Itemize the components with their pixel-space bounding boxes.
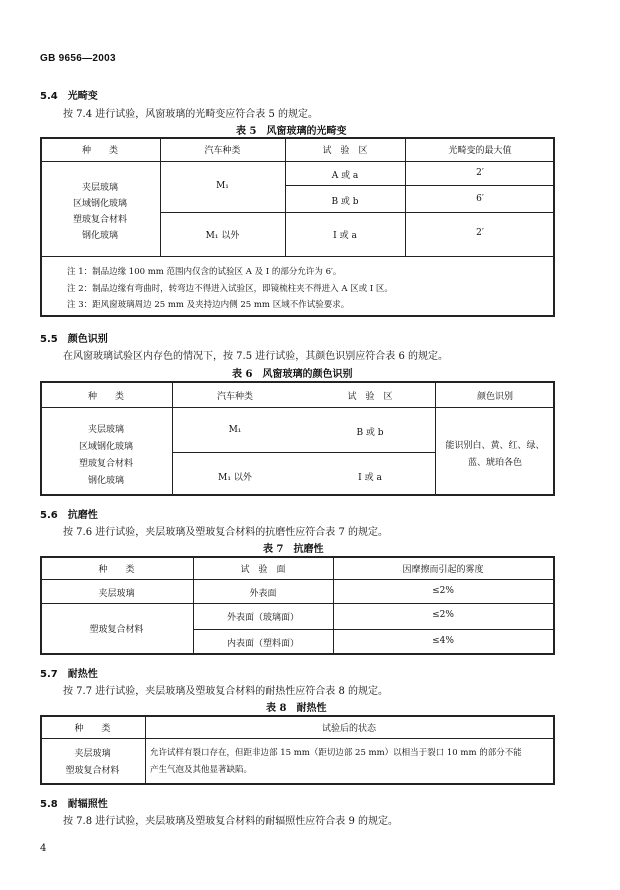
- table-5-value: 2′: [476, 228, 484, 238]
- table-6-zone: B 或 b: [356, 428, 384, 438]
- table-5-kind: 塑玻复合材料: [72, 215, 127, 225]
- table-8-kind: 夹层玻璃: [74, 749, 111, 759]
- table-5-value: 2′: [476, 168, 484, 178]
- table-8-caption: 表 8 耐热性: [266, 703, 327, 714]
- table-6-kind: 钢化玻璃: [87, 476, 124, 486]
- section-heading-5-8: 5.8 耐辐照性: [40, 799, 108, 810]
- table-7-caption: 表 7 抗磨性: [263, 544, 324, 555]
- section-paragraph-5-7: 按 7.7 进行试验，夹层玻璃及塑玻复合材料的耐热性应符合表 8 的规定。: [63, 686, 388, 697]
- table-5-header-kind: 种 类: [81, 146, 118, 156]
- table-5-note: 注 1：制品边缘 100 mm 范围内仅含的试验区 A 及 I 的部分允许为 6′。: [67, 267, 342, 277]
- table-6-kind: 区域钢化玻璃: [78, 442, 133, 452]
- section-paragraph-5-5: 在风窗玻璃试验区内存色的情况下，按 7.5 进行试验，其颜色识别应符合表 6 的规定。: [63, 351, 448, 362]
- table-7-face: 外表面: [249, 589, 277, 599]
- table-6-result: 蓝、琥珀各色: [467, 458, 522, 468]
- table-5-kind: 钢化玻璃: [81, 231, 118, 241]
- table-8-kind: 塑玻复合材料: [65, 766, 120, 776]
- table-7-haze: ≤2%: [432, 610, 454, 620]
- table-8-result: 允许试样有裂口存在，但距非边部 15 mm（距切边部 25 mm）以相当于裂口 10 mm 的部分不能: [150, 748, 522, 758]
- table-7-haze: ≤2%: [432, 586, 454, 596]
- table-5-note: 注 3：距风窗玻璃周边 25 mm 及夹持边内侧 25 mm 区域不作试验要求。: [67, 300, 350, 310]
- table-5-zone: I 或 a: [333, 231, 357, 241]
- table-7-header-kind: 种 类: [98, 565, 135, 575]
- table-6-header-kind: 种 类: [87, 392, 124, 402]
- table-5-value: 6′: [476, 194, 484, 204]
- section-paragraph-5-8: 按 7.8 进行试验，夹层玻璃及塑玻复合材料的耐辐照性应符合表 9 的规定。: [63, 816, 398, 827]
- table-6-kind: 塑玻复合材料: [78, 459, 133, 469]
- table-6-vehicle: M₁ 以外: [218, 473, 252, 483]
- table-7-face: 内表面（塑料面）: [226, 639, 299, 649]
- table-7-haze: ≤4%: [432, 636, 454, 646]
- section-paragraph-5-6: 按 7.6 进行试验，夹层玻璃及塑玻复合材料的抗磨性应符合表 7 的规定。: [63, 527, 388, 538]
- table-6-header-color: 颜色识别: [476, 392, 513, 402]
- table-6-result: 能识别白、黄、红、绿、: [445, 441, 545, 451]
- table-6-kind: 夹层玻璃: [87, 425, 124, 435]
- table-5-zone: A 或 a: [331, 171, 359, 181]
- table-5-kind: 夹层玻璃: [81, 183, 118, 193]
- table-6-zone: I 或 a: [358, 473, 382, 483]
- table-7-face: 外表面（玻璃面）: [226, 613, 299, 623]
- standard-number: GB 9656—2003: [40, 53, 116, 64]
- table-5-note: 注 2：制品边缘有弯曲时，转弯边不得进入试验区，即镜梳柱夹不得进入 A 区或 I 区。: [67, 284, 393, 294]
- table-5-kind: 区域钢化玻璃: [72, 199, 127, 209]
- table-7-kind: 夹层玻璃: [98, 589, 135, 599]
- table-5-caption: 表 5 风窗玻璃的光畸变: [236, 126, 347, 137]
- table-7-header-face: 试 验 面: [240, 565, 286, 575]
- table-8-header-kind: 种 类: [74, 724, 111, 734]
- table-7-kind: 塑玻复合材料: [89, 625, 144, 635]
- table-5-vehicle: M₁: [216, 181, 229, 191]
- table-6-caption: 表 6 风窗玻璃的颜色识别: [232, 369, 353, 380]
- section-heading-5-7: 5.7 耐热性: [40, 669, 98, 680]
- section-heading-5-6: 5.6 抗磨性: [40, 510, 98, 521]
- table-5-header-zone: 试 验 区: [322, 146, 368, 156]
- table-7-header-haze: 因摩擦而引起的雾度: [402, 565, 484, 575]
- table-6-header-vehicle: 汽车种类: [216, 392, 253, 402]
- table-5-vehicle: M₁ 以外: [205, 231, 240, 241]
- section-heading-5-4: 5.4 光畸变: [40, 91, 98, 102]
- table-8-result: 产生气泡及其他显著缺陷。: [150, 765, 253, 775]
- section-heading-5-5: 5.5 颜色识别: [40, 334, 108, 345]
- page-number: 4: [40, 843, 47, 854]
- table-5-header-value: 光畸变的最大值: [448, 146, 512, 156]
- table-5-header-vehicle: 汽车种类: [204, 146, 241, 156]
- section-paragraph-5-4: 按 7.4 进行试验，风窗玻璃的光畸变应符合表 5 的规定。: [63, 109, 318, 120]
- table-6-vehicle: M₁: [228, 425, 242, 435]
- table-5-zone: B 或 b: [331, 197, 359, 207]
- table-6-header-zone: 试 验 区: [347, 392, 393, 402]
- table-8-header-state: 试验后的状态: [321, 724, 376, 734]
